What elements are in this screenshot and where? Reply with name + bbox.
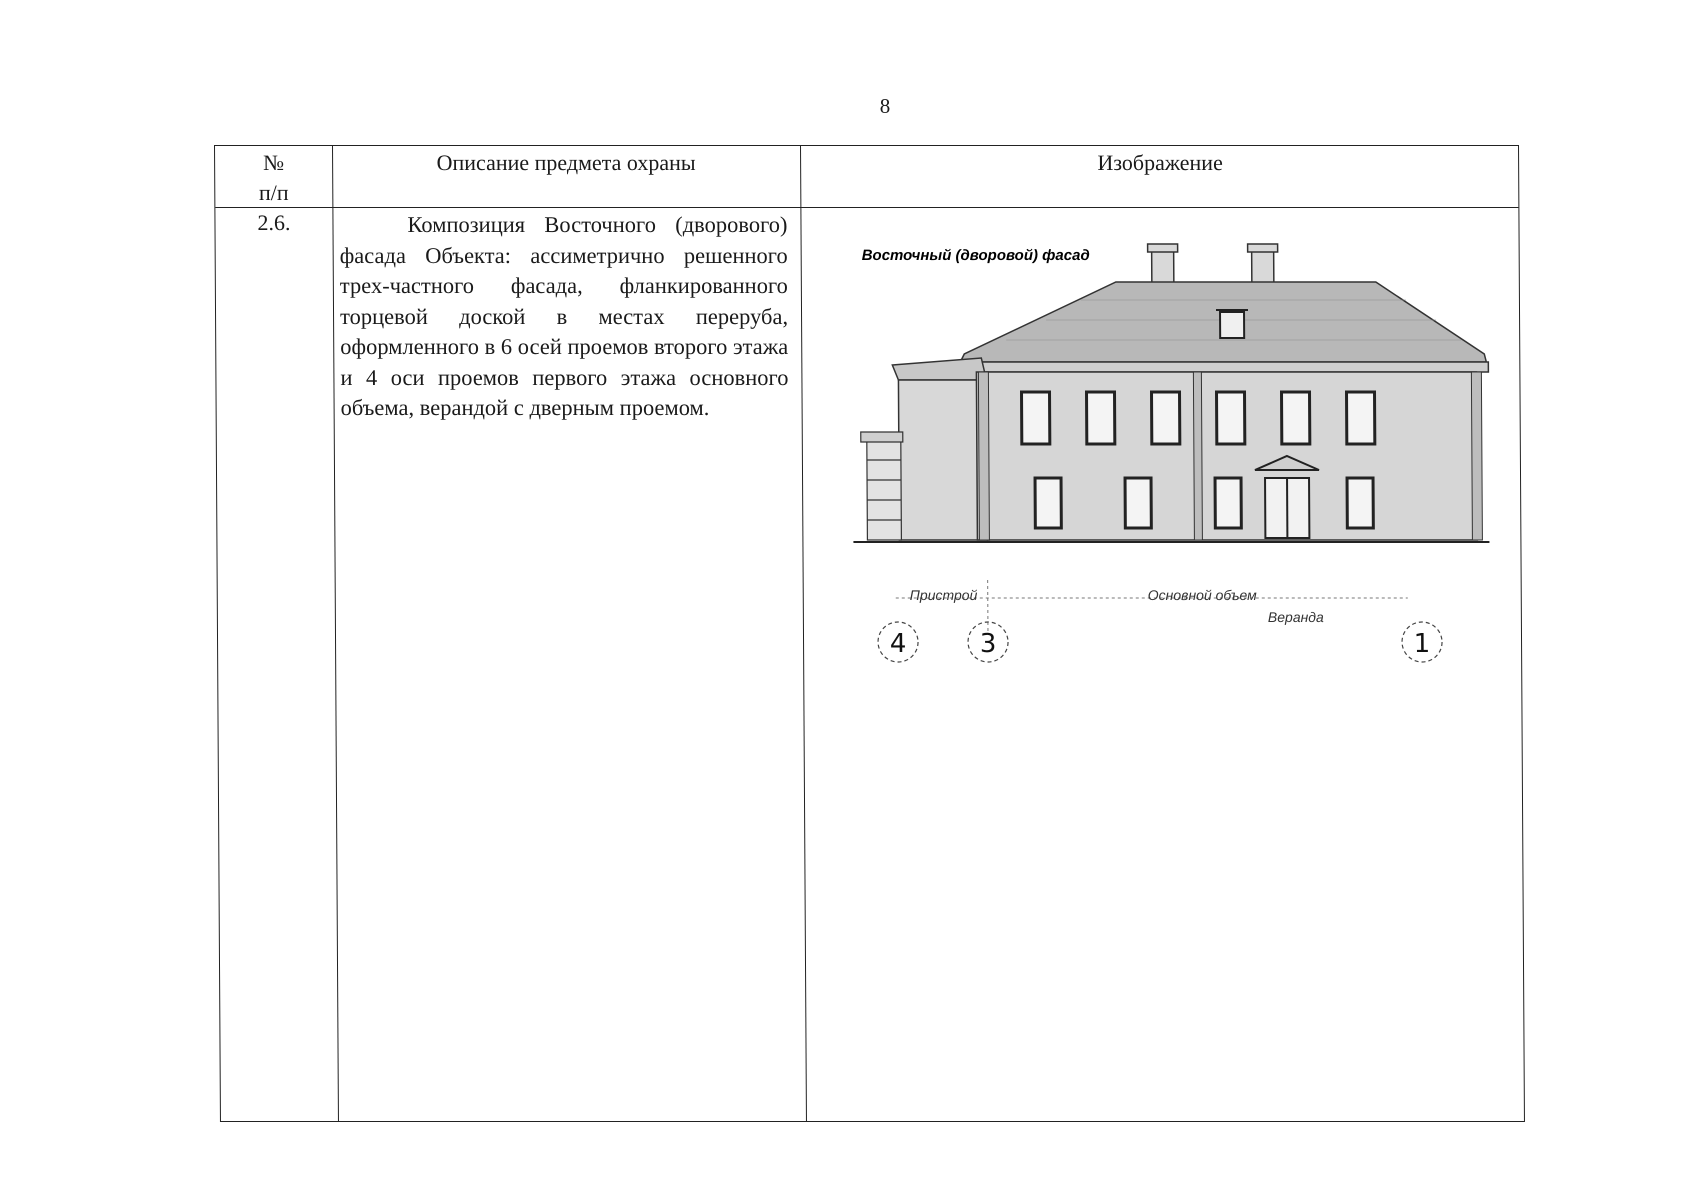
corner-board	[1471, 372, 1482, 540]
header-number	[215, 148, 332, 208]
chimney	[1148, 244, 1278, 284]
protection-table	[214, 145, 1525, 1122]
header-image: Изображение	[1097, 150, 1223, 175]
corner-board	[1193, 372, 1202, 540]
facade-svg	[846, 230, 1529, 710]
label-main-volume: Основной объем	[1147, 587, 1257, 603]
label-annex: Пристрой	[909, 587, 978, 603]
veranda-door	[1255, 456, 1320, 538]
figure-title: Восточный (дворовой) фасад	[861, 247, 1090, 264]
label-veranda: Веранда	[1267, 609, 1324, 625]
axis-label: 4	[889, 629, 907, 659]
axis-label: 1	[1413, 629, 1431, 659]
corner-board	[978, 372, 989, 540]
cornice	[958, 362, 1488, 372]
header-divider	[215, 207, 1518, 208]
veranda-stairs	[861, 432, 904, 540]
row-description	[339, 210, 788, 424]
column-divider	[332, 146, 339, 1121]
axis-marker	[1402, 622, 1442, 662]
column-divider	[800, 146, 807, 1121]
annex	[892, 358, 989, 540]
header-number-line2: п/п	[258, 180, 289, 205]
axis-marker	[878, 622, 918, 662]
axis-label: 3	[979, 629, 997, 659]
dormer-window	[1216, 310, 1248, 338]
page-number: 8	[879, 94, 891, 118]
header-description: Описание предмета охраны	[436, 150, 696, 175]
row-number: 2.6.	[257, 210, 291, 235]
row-description-text: Композиция Восточного (дворового) фасада Объекта: ассиметрично решенного трех-частного фасада, фланкированного торцевой доской в местах переруба, оформленного в 6 осей проемов второго этажа и 4 оси проемов первого этажа основного объема, верандой с дверным проемом.	[339, 212, 789, 420]
header-number-line1: №	[263, 150, 285, 175]
facade-drawing	[846, 230, 1529, 710]
